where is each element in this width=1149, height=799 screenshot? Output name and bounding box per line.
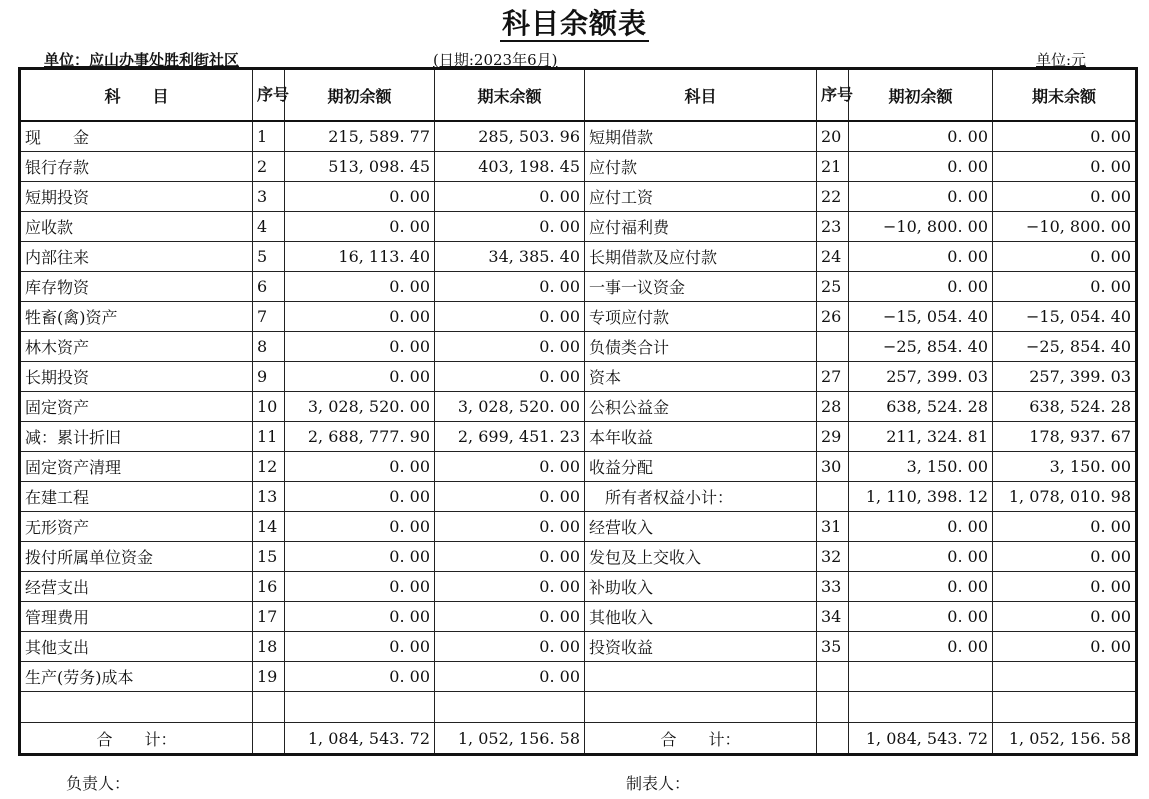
cell-right-closing: 257, 399. 03	[993, 362, 1137, 392]
cell-right-opening: 0. 00	[849, 632, 993, 662]
cell-left-seq: 1	[253, 121, 285, 152]
cell-left-seq: 8	[253, 332, 285, 362]
cell-right-subject: 应付福利费	[585, 212, 817, 242]
cell-left-opening: 0. 00	[285, 182, 435, 212]
cell-right-seq: 20	[817, 121, 849, 152]
cell-left-seq: 2	[253, 152, 285, 182]
total-seq-left	[253, 723, 285, 755]
cell-left-closing: 0. 00	[435, 662, 585, 692]
cell-right-closing	[993, 662, 1137, 692]
cell-left-subject: 库存物资	[20, 272, 253, 302]
cell-right-seq	[817, 662, 849, 692]
cell-left-closing: 0. 00	[435, 332, 585, 362]
cell-right-seq: 26	[817, 302, 849, 332]
table-row	[20, 632, 1137, 662]
cell-right-seq	[817, 482, 849, 512]
cell-left-subject: 林木资产	[20, 332, 253, 362]
cell-left-seq: 12	[253, 452, 285, 482]
cell-right-seq: 30	[817, 452, 849, 482]
cell-left-opening: 0. 00	[285, 572, 435, 602]
cell-left-subject: 固定资产清理	[20, 452, 253, 482]
cell-left-seq: 7	[253, 302, 285, 332]
blank-cell	[435, 692, 585, 723]
cell-right-seq: 23	[817, 212, 849, 242]
cell-right-opening: 0. 00	[849, 121, 993, 152]
cell-right-closing: 0. 00	[993, 242, 1137, 272]
cell-right-seq: 32	[817, 542, 849, 572]
preparer-label: 制表人：	[626, 774, 691, 793]
cell-left-subject: 在建工程	[20, 482, 253, 512]
cell-left-closing: 34, 385. 40	[435, 242, 585, 272]
cell-left-opening: 0. 00	[285, 452, 435, 482]
cell-left-opening: 2, 688, 777. 90	[285, 422, 435, 452]
blank-cell	[817, 692, 849, 723]
table-row	[20, 242, 1137, 272]
cell-right-seq: 28	[817, 392, 849, 422]
cell-right-closing: 0. 00	[993, 121, 1137, 152]
cell-right-seq: 31	[817, 512, 849, 542]
cell-left-subject: 牲畜(禽)资产	[20, 302, 253, 332]
cell-right-subject: 公积公益金	[585, 392, 817, 422]
blank-cell	[253, 692, 285, 723]
total-row	[20, 723, 1137, 755]
table-row	[20, 422, 1137, 452]
cell-right-opening: 638, 524. 28	[849, 392, 993, 422]
header-opening-right: 期初余额	[849, 69, 993, 122]
cell-left-closing: 0. 00	[435, 272, 585, 302]
document-title: 科目余额表	[501, 7, 647, 40]
cell-left-subject: 其他支出	[20, 632, 253, 662]
cell-right-closing: −10, 800. 00	[993, 212, 1137, 242]
cell-right-subject: 其他收入	[585, 602, 817, 632]
blank-cell	[585, 692, 817, 723]
cell-left-seq: 14	[253, 512, 285, 542]
table-row	[20, 572, 1137, 602]
cell-left-opening: 0. 00	[285, 542, 435, 572]
cell-right-opening: 0. 00	[849, 572, 993, 602]
cell-left-seq: 5	[253, 242, 285, 272]
cell-left-closing: 0. 00	[435, 482, 585, 512]
table-row	[20, 182, 1137, 212]
cell-left-opening: 513, 098. 45	[285, 152, 435, 182]
table-row	[20, 542, 1137, 572]
cell-right-opening: −10, 800. 00	[849, 212, 993, 242]
cell-left-subject: 管理费用	[20, 602, 253, 632]
cell-right-opening: 0. 00	[849, 512, 993, 542]
header-seq-right: 序号	[817, 69, 849, 122]
cell-right-seq: 25	[817, 272, 849, 302]
cell-right-closing: 178, 937. 67	[993, 422, 1137, 452]
cell-left-opening: 0. 00	[285, 212, 435, 242]
cell-left-seq: 15	[253, 542, 285, 572]
table-row	[20, 212, 1137, 242]
table-row	[20, 602, 1137, 632]
cell-right-opening: −15, 054. 40	[849, 302, 993, 332]
cell-right-seq: 22	[817, 182, 849, 212]
table-row	[20, 662, 1137, 692]
cell-left-seq: 16	[253, 572, 285, 602]
cell-left-opening: 0. 00	[285, 662, 435, 692]
table-row	[20, 302, 1137, 332]
cell-right-closing: 0. 00	[993, 542, 1137, 572]
cell-right-closing: 0. 00	[993, 272, 1137, 302]
cell-left-seq: 11	[253, 422, 285, 452]
blank-cell	[20, 692, 253, 723]
cell-right-subject: 专项应付款	[585, 302, 817, 332]
cell-left-seq: 18	[253, 632, 285, 662]
cell-right-opening: 0. 00	[849, 152, 993, 182]
cell-left-closing: 0. 00	[435, 572, 585, 602]
cell-left-subject: 内部往来	[20, 242, 253, 272]
cell-right-opening: 1, 110, 398. 12	[849, 482, 993, 512]
cell-left-seq: 17	[253, 602, 285, 632]
total-opening-right: 1, 084, 543. 72	[849, 723, 993, 755]
cell-right-closing: 638, 524. 28	[993, 392, 1137, 422]
cell-right-subject	[585, 662, 817, 692]
balance-table	[18, 67, 1138, 756]
cell-left-closing: 0. 00	[435, 362, 585, 392]
table-row	[20, 512, 1137, 542]
responsible-person-label: 负责人：	[66, 774, 131, 793]
cell-right-closing: 0. 00	[993, 152, 1137, 182]
currency-unit: 单位:元	[1036, 51, 1087, 69]
unit-name: 单位：应山办事处胜利街社区	[44, 51, 240, 69]
cell-left-seq: 6	[253, 272, 285, 302]
cell-left-seq: 3	[253, 182, 285, 212]
cell-left-closing: 0. 00	[435, 302, 585, 332]
report-date: (日期:2023年6月)	[433, 51, 558, 69]
header-closing-left: 期末余额	[435, 69, 585, 122]
cell-left-closing: 3, 028, 520. 00	[435, 392, 585, 422]
cell-right-seq: 35	[817, 632, 849, 662]
cell-right-seq: 29	[817, 422, 849, 452]
cell-left-closing: 285, 503. 96	[435, 121, 585, 152]
cell-right-opening: 0. 00	[849, 602, 993, 632]
cell-right-opening: 0. 00	[849, 272, 993, 302]
cell-right-subject: 资本	[585, 362, 817, 392]
table-row	[20, 121, 1137, 152]
cell-right-opening: 0. 00	[849, 242, 993, 272]
cell-right-seq: 34	[817, 602, 849, 632]
cell-right-opening	[849, 662, 993, 692]
cell-right-seq: 24	[817, 242, 849, 272]
table-row	[20, 452, 1137, 482]
cell-left-subject: 拨付所属单位资金	[20, 542, 253, 572]
cell-left-opening: 0. 00	[285, 362, 435, 392]
table-row	[20, 272, 1137, 302]
total-seq-right	[817, 723, 849, 755]
cell-right-closing: 0. 00	[993, 632, 1137, 662]
blank-cell	[849, 692, 993, 723]
total-label-right: 合 计：	[585, 723, 817, 755]
cell-left-subject: 减：累计折旧	[20, 422, 253, 452]
cell-left-opening: 0. 00	[285, 482, 435, 512]
cell-left-closing: 0. 00	[435, 212, 585, 242]
table-row	[20, 332, 1137, 362]
total-closing-left: 1, 052, 156. 58	[435, 723, 585, 755]
cell-left-closing: 0. 00	[435, 602, 585, 632]
cell-right-closing: 0. 00	[993, 602, 1137, 632]
cell-left-closing: 0. 00	[435, 182, 585, 212]
cell-right-closing: 0. 00	[993, 182, 1137, 212]
cell-left-subject: 银行存款	[20, 152, 253, 182]
cell-right-opening: 257, 399. 03	[849, 362, 993, 392]
total-label-left: 合 计：	[20, 723, 253, 755]
cell-right-subject: 应付工资	[585, 182, 817, 212]
cell-left-opening: 3, 028, 520. 00	[285, 392, 435, 422]
cell-left-opening: 0. 00	[285, 512, 435, 542]
blank-row	[20, 692, 1137, 723]
table-row	[20, 362, 1137, 392]
cell-left-subject: 长期投资	[20, 362, 253, 392]
cell-right-subject: 所有者权益小计：	[585, 482, 817, 512]
cell-right-opening: 211, 324. 81	[849, 422, 993, 452]
cell-right-subject: 一事一议资金	[585, 272, 817, 302]
cell-right-subject: 经营收入	[585, 512, 817, 542]
cell-right-opening: 3, 150. 00	[849, 452, 993, 482]
header-subject-right: 科目	[585, 69, 817, 122]
cell-right-subject: 补助收入	[585, 572, 817, 602]
cell-right-subject: 应付款	[585, 152, 817, 182]
cell-left-subject: 短期投资	[20, 182, 253, 212]
cell-left-closing: 2, 699, 451. 23	[435, 422, 585, 452]
cell-right-opening: 0. 00	[849, 542, 993, 572]
cell-left-closing: 0. 00	[435, 542, 585, 572]
cell-right-subject: 收益分配	[585, 452, 817, 482]
cell-right-closing: −15, 054. 40	[993, 302, 1137, 332]
cell-left-opening: 0. 00	[285, 332, 435, 362]
cell-left-closing: 0. 00	[435, 632, 585, 662]
cell-left-subject: 无形资产	[20, 512, 253, 542]
cell-right-closing: 0. 00	[993, 512, 1137, 542]
table-row	[20, 392, 1137, 422]
header-closing-right: 期末余额	[993, 69, 1137, 122]
cell-right-seq: 33	[817, 572, 849, 602]
cell-left-closing: 0. 00	[435, 452, 585, 482]
cell-left-subject: 应收款	[20, 212, 253, 242]
table-header-row	[20, 69, 1137, 122]
cell-left-closing: 0. 00	[435, 512, 585, 542]
cell-left-seq: 10	[253, 392, 285, 422]
cell-right-closing: 3, 150. 00	[993, 452, 1137, 482]
cell-right-subject: 短期借款	[585, 121, 817, 152]
cell-left-opening: 0. 00	[285, 632, 435, 662]
cell-right-subject: 投资收益	[585, 632, 817, 662]
cell-right-seq	[817, 332, 849, 362]
cell-right-opening: 0. 00	[849, 182, 993, 212]
cell-left-opening: 16, 113. 40	[285, 242, 435, 272]
table-row	[20, 482, 1137, 512]
cell-left-subject: 固定资产	[20, 392, 253, 422]
cell-right-subject: 负债类合计	[585, 332, 817, 362]
cell-left-subject: 经营支出	[20, 572, 253, 602]
cell-left-opening: 0. 00	[285, 602, 435, 632]
total-closing-right: 1, 052, 156. 58	[993, 723, 1137, 755]
header-subject-left: 科 目	[20, 69, 253, 122]
blank-cell	[285, 692, 435, 723]
cell-right-opening: −25, 854. 40	[849, 332, 993, 362]
cell-left-seq: 19	[253, 662, 285, 692]
header-opening-left: 期初余额	[285, 69, 435, 122]
cell-left-subject: 生产(劳务)成本	[20, 662, 253, 692]
cell-left-subject: 现 金	[20, 121, 253, 152]
table-row	[20, 152, 1137, 182]
cell-left-opening: 0. 00	[285, 302, 435, 332]
cell-left-seq: 13	[253, 482, 285, 512]
cell-right-subject: 长期借款及应付款	[585, 242, 817, 272]
header-seq-left: 序号	[253, 69, 285, 122]
cell-right-subject: 本年收益	[585, 422, 817, 452]
cell-left-opening: 215, 589. 77	[285, 121, 435, 152]
cell-right-closing: −25, 854. 40	[993, 332, 1137, 362]
cell-left-closing: 403, 198. 45	[435, 152, 585, 182]
blank-cell	[993, 692, 1137, 723]
cell-left-seq: 9	[253, 362, 285, 392]
cell-right-subject: 发包及上交收入	[585, 542, 817, 572]
cell-right-seq: 21	[817, 152, 849, 182]
cell-right-closing: 0. 00	[993, 572, 1137, 602]
cell-left-seq: 4	[253, 212, 285, 242]
cell-right-closing: 1, 078, 010. 98	[993, 482, 1137, 512]
cell-right-seq: 27	[817, 362, 849, 392]
total-opening-left: 1, 084, 543. 72	[285, 723, 435, 755]
cell-left-opening: 0. 00	[285, 272, 435, 302]
